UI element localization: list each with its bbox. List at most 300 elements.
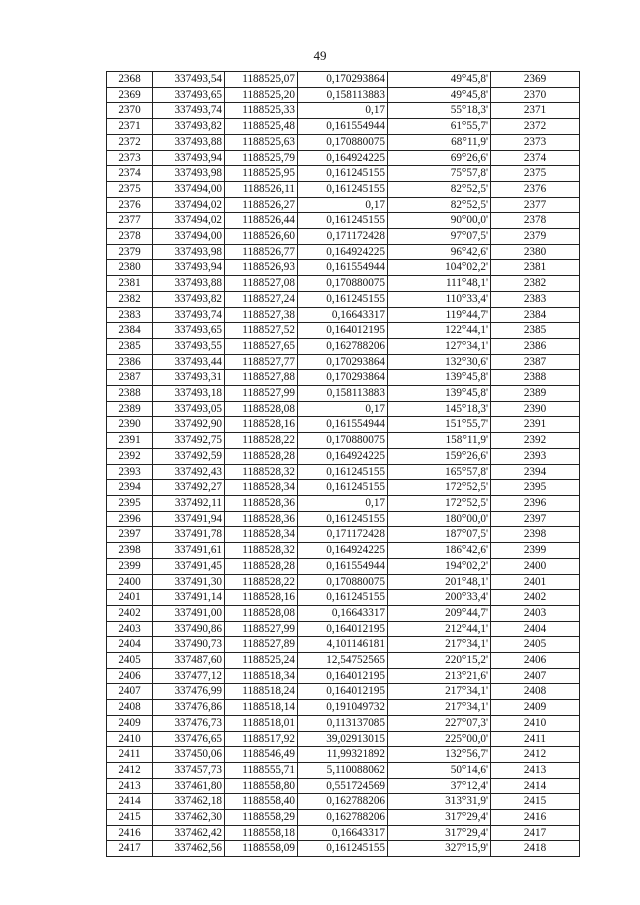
from-point-cell: 2410: [107, 731, 153, 747]
y-coordinate-cell: 1188528,22: [225, 433, 298, 449]
table-row: [107, 291, 580, 307]
y-coordinate-cell: 1188528,22: [225, 574, 298, 590]
bearing-cell: 111°48,1': [388, 276, 491, 292]
distance-cell: 0,164924225: [298, 150, 388, 166]
from-point-cell: 2368: [107, 72, 153, 88]
y-coordinate-cell: 1188528,16: [225, 590, 298, 606]
distance-cell: 0,162788206: [298, 810, 388, 826]
x-coordinate-cell: 337476,73: [153, 715, 225, 731]
distance-cell: 0,158113883: [298, 386, 388, 402]
x-coordinate-cell: 337493,05: [153, 401, 225, 417]
to-point-cell: 2406: [491, 653, 580, 669]
table-row: [107, 527, 580, 543]
table-row: [107, 307, 580, 323]
y-coordinate-cell: 1188518,01: [225, 715, 298, 731]
distance-cell: 0,17: [298, 197, 388, 213]
from-point-cell: 2389: [107, 401, 153, 417]
x-coordinate-cell: 337493,94: [153, 260, 225, 276]
distance-cell: 0,162788206: [298, 794, 388, 810]
y-coordinate-cell: 1188525,95: [225, 166, 298, 182]
from-point-cell: 2386: [107, 354, 153, 370]
x-coordinate-cell: 337457,73: [153, 762, 225, 778]
bearing-cell: 37°12,4': [388, 778, 491, 794]
from-point-cell: 2387: [107, 370, 153, 386]
table-row: [107, 700, 580, 716]
from-point-cell: 2371: [107, 119, 153, 135]
bearing-cell: 313°31,9': [388, 794, 491, 810]
distance-cell: 0,171172428: [298, 229, 388, 245]
distance-cell: 0,17: [298, 495, 388, 511]
bearing-cell: 220°15,2': [388, 653, 491, 669]
from-point-cell: 2401: [107, 590, 153, 606]
bearing-cell: 75°57,8': [388, 166, 491, 182]
y-coordinate-cell: 1188518,24: [225, 684, 298, 700]
to-point-cell: 2378: [491, 213, 580, 229]
distance-cell: 0,161245155: [298, 213, 388, 229]
distance-cell: 0,16643317: [298, 825, 388, 841]
from-point-cell: 2381: [107, 276, 153, 292]
table-row: [107, 260, 580, 276]
y-coordinate-cell: 1188526,11: [225, 181, 298, 197]
bearing-cell: 327°15,9': [388, 841, 491, 857]
from-point-cell: 2382: [107, 291, 153, 307]
distance-cell: 0,170880075: [298, 276, 388, 292]
distance-cell: 0,191049732: [298, 700, 388, 716]
bearing-cell: 317°29,4': [388, 810, 491, 826]
to-point-cell: 2403: [491, 605, 580, 621]
from-point-cell: 2417: [107, 841, 153, 857]
to-point-cell: 2377: [491, 197, 580, 213]
to-point-cell: 2410: [491, 715, 580, 731]
bearing-cell: 49°45,8': [388, 72, 491, 88]
from-point-cell: 2377: [107, 213, 153, 229]
table-row: [107, 747, 580, 763]
distance-cell: 0,161245155: [298, 590, 388, 606]
to-point-cell: 2389: [491, 386, 580, 402]
bearing-cell: 104°02,2': [388, 260, 491, 276]
to-point-cell: 2371: [491, 103, 580, 119]
table-row: [107, 213, 580, 229]
table-row: [107, 323, 580, 339]
table-row: [107, 244, 580, 260]
bearing-cell: 61°55,7': [388, 119, 491, 135]
bearing-cell: 227°07,3': [388, 715, 491, 731]
x-coordinate-cell: 337462,42: [153, 825, 225, 841]
x-coordinate-cell: 337490,86: [153, 621, 225, 637]
table-row: [107, 605, 580, 621]
y-coordinate-cell: 1188525,07: [225, 72, 298, 88]
distance-cell: 0,164012195: [298, 684, 388, 700]
bearing-cell: 50°14,6': [388, 762, 491, 778]
to-point-cell: 2417: [491, 825, 580, 841]
table-row: [107, 370, 580, 386]
x-coordinate-cell: 337492,43: [153, 464, 225, 480]
table-row: [107, 543, 580, 559]
distance-cell: 0,17: [298, 401, 388, 417]
from-point-cell: 2373: [107, 150, 153, 166]
x-coordinate-cell: 337493,44: [153, 354, 225, 370]
distance-cell: 0,164012195: [298, 668, 388, 684]
x-coordinate-cell: 337491,30: [153, 574, 225, 590]
y-coordinate-cell: 1188526,44: [225, 213, 298, 229]
distance-cell: 0,164012195: [298, 323, 388, 339]
to-point-cell: 2370: [491, 87, 580, 103]
table-row: [107, 841, 580, 857]
bearing-cell: 225°00,0': [388, 731, 491, 747]
y-coordinate-cell: 1188526,60: [225, 229, 298, 245]
x-coordinate-cell: 337492,27: [153, 480, 225, 496]
x-coordinate-cell: 337493,74: [153, 103, 225, 119]
to-point-cell: 2384: [491, 307, 580, 323]
bearing-cell: 201°48,1': [388, 574, 491, 590]
y-coordinate-cell: 1188527,99: [225, 386, 298, 402]
distance-cell: 0,161554944: [298, 260, 388, 276]
bearing-cell: 200°33,4': [388, 590, 491, 606]
y-coordinate-cell: 1188525,79: [225, 150, 298, 166]
y-coordinate-cell: 1188527,89: [225, 637, 298, 653]
x-coordinate-cell: 337493,54: [153, 72, 225, 88]
x-coordinate-cell: 337493,94: [153, 150, 225, 166]
to-point-cell: 2405: [491, 637, 580, 653]
to-point-cell: 2396: [491, 495, 580, 511]
x-coordinate-cell: 337476,65: [153, 731, 225, 747]
to-point-cell: 2393: [491, 448, 580, 464]
distance-cell: 12,54752565: [298, 653, 388, 669]
table-row: [107, 229, 580, 245]
bearing-cell: 159°26,6': [388, 448, 491, 464]
to-point-cell: 2381: [491, 260, 580, 276]
distance-cell: 11,99321892: [298, 747, 388, 763]
bearing-cell: 69°26,6': [388, 150, 491, 166]
from-point-cell: 2384: [107, 323, 153, 339]
to-point-cell: 2399: [491, 543, 580, 559]
x-coordinate-cell: 337493,98: [153, 244, 225, 260]
table-row: [107, 134, 580, 150]
to-point-cell: 2414: [491, 778, 580, 794]
distance-cell: 0,170293864: [298, 370, 388, 386]
distance-cell: 0,16643317: [298, 307, 388, 323]
bearing-cell: 186°42,6': [388, 543, 491, 559]
table-row: [107, 433, 580, 449]
from-point-cell: 2392: [107, 448, 153, 464]
to-point-cell: 2407: [491, 668, 580, 684]
y-coordinate-cell: 1188528,36: [225, 495, 298, 511]
bearing-cell: 217°34,1': [388, 700, 491, 716]
x-coordinate-cell: 337493,65: [153, 323, 225, 339]
distance-cell: 0,551724569: [298, 778, 388, 794]
bearing-cell: 172°52,5': [388, 480, 491, 496]
table-row: [107, 794, 580, 810]
x-coordinate-cell: 337462,18: [153, 794, 225, 810]
y-coordinate-cell: 1188528,36: [225, 511, 298, 527]
to-point-cell: 2402: [491, 590, 580, 606]
distance-cell: 0,170293864: [298, 72, 388, 88]
bearing-cell: 165°57,8': [388, 464, 491, 480]
table-row: [107, 715, 580, 731]
x-coordinate-cell: 337494,02: [153, 213, 225, 229]
distance-cell: 0,170293864: [298, 354, 388, 370]
distance-cell: 5,110088062: [298, 762, 388, 778]
to-point-cell: 2387: [491, 354, 580, 370]
y-coordinate-cell: 1188525,48: [225, 119, 298, 135]
x-coordinate-cell: 337462,30: [153, 810, 225, 826]
to-point-cell: 2379: [491, 229, 580, 245]
distance-cell: 0,158113883: [298, 87, 388, 103]
table-row: [107, 590, 580, 606]
from-point-cell: 2399: [107, 558, 153, 574]
from-point-cell: 2412: [107, 762, 153, 778]
from-point-cell: 2396: [107, 511, 153, 527]
to-point-cell: 2404: [491, 621, 580, 637]
table-row: [107, 574, 580, 590]
x-coordinate-cell: 337493,82: [153, 291, 225, 307]
x-coordinate-cell: 337494,02: [153, 197, 225, 213]
distance-cell: 0,161245155: [298, 181, 388, 197]
table-row: [107, 637, 580, 653]
y-coordinate-cell: 1188518,14: [225, 700, 298, 716]
bearing-cell: 119°44,7': [388, 307, 491, 323]
y-coordinate-cell: 1188528,08: [225, 401, 298, 417]
distance-cell: 0,170880075: [298, 574, 388, 590]
y-coordinate-cell: 1188558,09: [225, 841, 298, 857]
to-point-cell: 2398: [491, 527, 580, 543]
x-coordinate-cell: 337487,60: [153, 653, 225, 669]
from-point-cell: 2383: [107, 307, 153, 323]
y-coordinate-cell: 1188517,92: [225, 731, 298, 747]
from-point-cell: 2402: [107, 605, 153, 621]
to-point-cell: 2412: [491, 747, 580, 763]
x-coordinate-cell: 337490,73: [153, 637, 225, 653]
from-point-cell: 2390: [107, 417, 153, 433]
table-body: [107, 72, 580, 857]
table-row: [107, 668, 580, 684]
to-point-cell: 2395: [491, 480, 580, 496]
x-coordinate-cell: 337462,56: [153, 841, 225, 857]
from-point-cell: 2393: [107, 464, 153, 480]
table-row: [107, 464, 580, 480]
to-point-cell: 2400: [491, 558, 580, 574]
table-row: [107, 653, 580, 669]
table-row: [107, 825, 580, 841]
distance-cell: 0,170880075: [298, 433, 388, 449]
from-point-cell: 2398: [107, 543, 153, 559]
table-row: [107, 338, 580, 354]
y-coordinate-cell: 1188558,80: [225, 778, 298, 794]
from-point-cell: 2372: [107, 134, 153, 150]
from-point-cell: 2394: [107, 480, 153, 496]
bearing-cell: 96°42,6': [388, 244, 491, 260]
x-coordinate-cell: 337491,78: [153, 527, 225, 543]
from-point-cell: 2388: [107, 386, 153, 402]
y-coordinate-cell: 1188528,28: [225, 448, 298, 464]
x-coordinate-cell: 337493,88: [153, 276, 225, 292]
from-point-cell: 2400: [107, 574, 153, 590]
y-coordinate-cell: 1188525,20: [225, 87, 298, 103]
distance-cell: 0,17: [298, 103, 388, 119]
to-point-cell: 2394: [491, 464, 580, 480]
x-coordinate-cell: 337493,55: [153, 338, 225, 354]
to-point-cell: 2369: [491, 72, 580, 88]
from-point-cell: 2407: [107, 684, 153, 700]
table-row: [107, 72, 580, 88]
table-row: [107, 511, 580, 527]
y-coordinate-cell: 1188526,27: [225, 197, 298, 213]
to-point-cell: 2375: [491, 166, 580, 182]
table-row: [107, 386, 580, 402]
x-coordinate-cell: 337494,00: [153, 181, 225, 197]
y-coordinate-cell: 1188528,32: [225, 464, 298, 480]
bearing-cell: 139°45,8': [388, 386, 491, 402]
from-point-cell: 2385: [107, 338, 153, 354]
y-coordinate-cell: 1188527,77: [225, 354, 298, 370]
to-point-cell: 2373: [491, 134, 580, 150]
y-coordinate-cell: 1188546,49: [225, 747, 298, 763]
bearing-cell: 194°02,2': [388, 558, 491, 574]
x-coordinate-cell: 337491,61: [153, 543, 225, 559]
from-point-cell: 2413: [107, 778, 153, 794]
bearing-cell: 127°34,1': [388, 338, 491, 354]
table-row: [107, 558, 580, 574]
y-coordinate-cell: 1188555,71: [225, 762, 298, 778]
x-coordinate-cell: 337476,86: [153, 700, 225, 716]
distance-cell: 0,161245155: [298, 480, 388, 496]
table-row: [107, 621, 580, 637]
distance-cell: 0,161245155: [298, 841, 388, 857]
distance-cell: 0,161245155: [298, 464, 388, 480]
bearing-cell: 317°29,4': [388, 825, 491, 841]
distance-cell: 0,161245155: [298, 511, 388, 527]
to-point-cell: 2391: [491, 417, 580, 433]
x-coordinate-cell: 337450,06: [153, 747, 225, 763]
x-coordinate-cell: 337491,94: [153, 511, 225, 527]
table-row: [107, 684, 580, 700]
bearing-cell: 209°44,7': [388, 605, 491, 621]
distance-cell: 0,164924225: [298, 244, 388, 260]
bearing-cell: 122°44,1': [388, 323, 491, 339]
table-row: [107, 119, 580, 135]
table-row: [107, 197, 580, 213]
y-coordinate-cell: 1188527,08: [225, 276, 298, 292]
bearing-cell: 110°33,4': [388, 291, 491, 307]
x-coordinate-cell: 337493,82: [153, 119, 225, 135]
x-coordinate-cell: 337492,11: [153, 495, 225, 511]
y-coordinate-cell: 1188518,34: [225, 668, 298, 684]
from-point-cell: 2408: [107, 700, 153, 716]
x-coordinate-cell: 337493,98: [153, 166, 225, 182]
bearing-cell: 82°52,5': [388, 181, 491, 197]
to-point-cell: 2418: [491, 841, 580, 857]
page-number: 49: [313, 48, 327, 63]
x-coordinate-cell: 337493,65: [153, 87, 225, 103]
from-point-cell: 2395: [107, 495, 153, 511]
y-coordinate-cell: 1188527,99: [225, 621, 298, 637]
distance-cell: 0,113137085: [298, 715, 388, 731]
from-point-cell: 2403: [107, 621, 153, 637]
to-point-cell: 2386: [491, 338, 580, 354]
to-point-cell: 2409: [491, 700, 580, 716]
table-row: [107, 810, 580, 826]
to-point-cell: 2388: [491, 370, 580, 386]
bearing-cell: 180°00,0': [388, 511, 491, 527]
bearing-cell: 145°18,3': [388, 401, 491, 417]
x-coordinate-cell: 337493,74: [153, 307, 225, 323]
bearing-cell: 187°07,5': [388, 527, 491, 543]
from-point-cell: 2370: [107, 103, 153, 119]
to-point-cell: 2415: [491, 794, 580, 810]
y-coordinate-cell: 1188527,88: [225, 370, 298, 386]
to-point-cell: 2416: [491, 810, 580, 826]
y-coordinate-cell: 1188558,29: [225, 810, 298, 826]
table-row: [107, 448, 580, 464]
y-coordinate-cell: 1188525,24: [225, 653, 298, 669]
bearing-cell: 139°45,8': [388, 370, 491, 386]
y-coordinate-cell: 1188528,34: [225, 527, 298, 543]
to-point-cell: 2397: [491, 511, 580, 527]
table-row: [107, 401, 580, 417]
table-row: [107, 495, 580, 511]
x-coordinate-cell: 337491,45: [153, 558, 225, 574]
distance-cell: 0,170880075: [298, 134, 388, 150]
y-coordinate-cell: 1188558,40: [225, 794, 298, 810]
from-point-cell: 2406: [107, 668, 153, 684]
to-point-cell: 2408: [491, 684, 580, 700]
table-row: [107, 778, 580, 794]
y-coordinate-cell: 1188525,63: [225, 134, 298, 150]
table-row: [107, 762, 580, 778]
bearing-cell: 172°52,5': [388, 495, 491, 511]
from-point-cell: 2397: [107, 527, 153, 543]
distance-cell: 0,171172428: [298, 527, 388, 543]
bearing-cell: 217°34,1': [388, 637, 491, 653]
x-coordinate-cell: 337491,00: [153, 605, 225, 621]
table-row: [107, 87, 580, 103]
distance-cell: 0,162788206: [298, 338, 388, 354]
x-coordinate-cell: 337493,88: [153, 134, 225, 150]
x-coordinate-cell: 337494,00: [153, 229, 225, 245]
bearing-cell: 132°56,7': [388, 747, 491, 763]
to-point-cell: 2372: [491, 119, 580, 135]
x-coordinate-cell: 337491,14: [153, 590, 225, 606]
from-point-cell: 2416: [107, 825, 153, 841]
distance-cell: 0,16643317: [298, 605, 388, 621]
bearing-cell: 151°55,7': [388, 417, 491, 433]
y-coordinate-cell: 1188528,08: [225, 605, 298, 621]
bearing-cell: 158°11,9': [388, 433, 491, 449]
to-point-cell: 2382: [491, 276, 580, 292]
bearing-cell: 68°11,9': [388, 134, 491, 150]
y-coordinate-cell: 1188528,34: [225, 480, 298, 496]
bearing-cell: 82°52,5': [388, 197, 491, 213]
to-point-cell: 2411: [491, 731, 580, 747]
table-row: [107, 150, 580, 166]
to-point-cell: 2385: [491, 323, 580, 339]
from-point-cell: 2415: [107, 810, 153, 826]
y-coordinate-cell: 1188527,52: [225, 323, 298, 339]
to-point-cell: 2380: [491, 244, 580, 260]
bearing-cell: 97°07,5': [388, 229, 491, 245]
table-row: [107, 181, 580, 197]
from-point-cell: 2404: [107, 637, 153, 653]
bearing-cell: 132°30,6': [388, 354, 491, 370]
table-row: [107, 354, 580, 370]
table-row: [107, 276, 580, 292]
to-point-cell: 2376: [491, 181, 580, 197]
x-coordinate-cell: 337476,99: [153, 684, 225, 700]
from-point-cell: 2411: [107, 747, 153, 763]
table-row: [107, 103, 580, 119]
x-coordinate-cell: 337461,80: [153, 778, 225, 794]
to-point-cell: 2374: [491, 150, 580, 166]
